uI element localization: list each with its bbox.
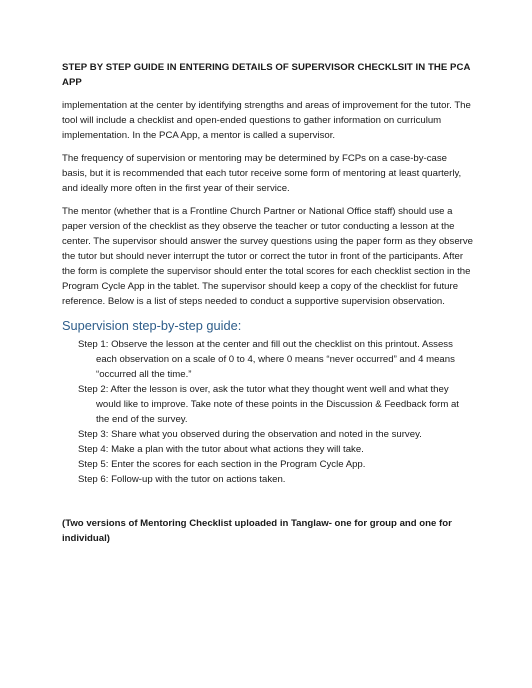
step-item: Step 2: After the lesson is over, ask the tutor what they thought went well and what they would like to improve. Take note of these points in the Discussion & Feedback form at the end of the survey.	[78, 384, 459, 425]
step-item: Step 4: Make a plan with the tutor about what actions they will take.	[78, 444, 364, 455]
intro-paragraph: implementation at the center by identifying strengths and areas of improvement for the tutor. The tool will include a checklist and open-ended questions to gather information on curriculum implementation. In the PCA App, a mentor is called a supervisor.	[62, 100, 471, 141]
step-item: Step 6: Follow-up with the tutor on actions taken.	[78, 474, 286, 485]
section-heading: Supervision step-by-step guide:	[62, 318, 242, 333]
frequency-paragraph: The frequency of supervision or mentoring may be determined by FCPs on a case-by-case basis, but it is recommended that each tutor receive some form of mentoring at least quarterly, and ideally more often in the first year of their service.	[62, 153, 462, 194]
step-item: Step 5: Enter the scores for each section in the Program Cycle App.	[78, 459, 366, 470]
document-title: STEP BY STEP GUIDE IN ENTERING DETAILS OF SUPERVISOR CHECKLSIT IN THE PCA APP	[62, 62, 471, 88]
steps-list	[62, 337, 474, 487]
step-item: Step 3: Share what you observed during the observation and noted in the survey.	[78, 429, 422, 440]
upload-note: (Two versions of Mentoring Checklist uploaded in Tanglaw- one for group and one for individual)	[62, 518, 452, 544]
step-item: Step 1: Observe the lesson at the center and fill out the checklist on this printout. Assess each observation on a scale of 0 to 4, where 0 means “never occurred” and 4 means “occurred all the time.”	[78, 339, 455, 380]
mentor-paragraph: The mentor (whether that is a Frontline Church Partner or National Office staff) should use a paper version of the checklist as they observe the teacher or tutor conducting a lesson at the center. The supervisor should answer the survey questions using the paper form as they observe the tutor but should never interrupt the tutor or correct the tutor in front of the participants. After the form is complete the supervisor should enter the total scores for each checklist section in the Program Cycle App in the tablet. The supervisor should keep a copy of the checklist for future reference. Below is a list of steps needed to conduct a supportive supervision observation.	[62, 206, 473, 307]
